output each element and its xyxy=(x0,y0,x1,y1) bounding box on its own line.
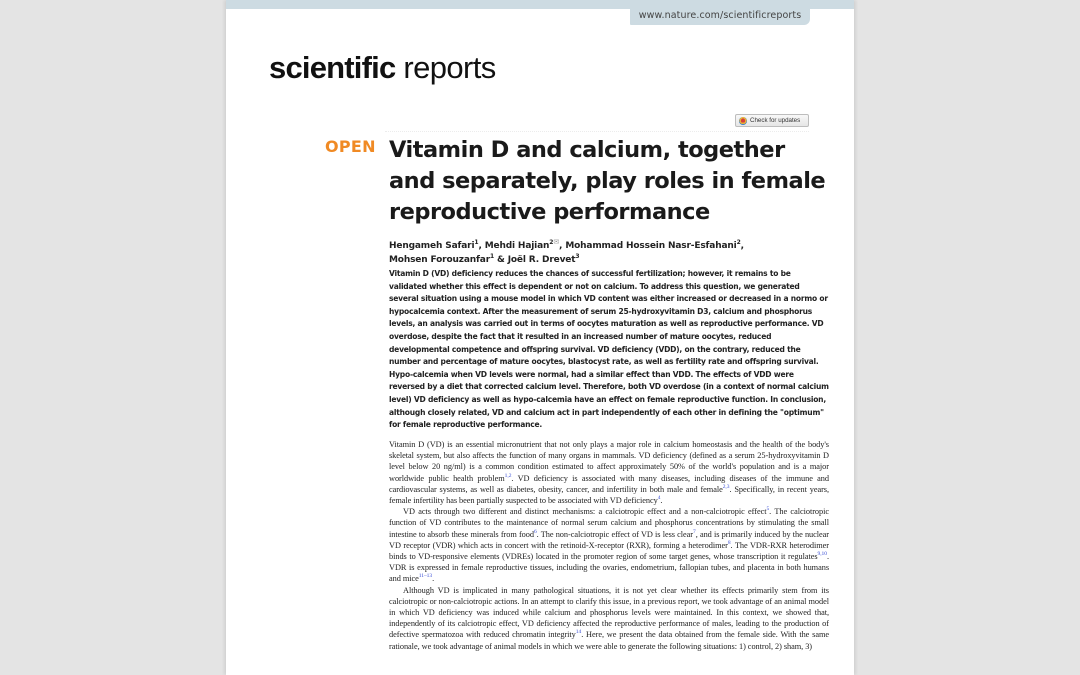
reference-link[interactable]: 7 xyxy=(693,528,696,535)
author-list xyxy=(389,235,829,267)
reference-link[interactable]: 4 xyxy=(657,495,661,502)
article-title: Vitamin D and calcium, together and separately, play roles in female reproductive performance xyxy=(389,137,826,225)
body-paragraph: Although VD is implicated in many pathological situations, it is not yet clear whether its effects primarily stem from its calciotropic or non-calciotropic actions. In an attempt to clarify this issue, in a previous report, we took advantage of an animal model in which VD deficiency was induced while calcium and phosphorus levels were maintained. In this context, we showed that, independently of its calciotropic effect, VD deficiency affected the reproductive performance of males, leading to the production of defective spermatozoa with reduced chromatin integrity$^{14}$. Here, we present the data obtained from the female side. With the same rationale, we took advantage of animal models in which we were able to generate the following situations: 1) control, 2) sham, 3) xyxy=(389,585,829,651)
header-divider xyxy=(385,131,809,132)
reference-link[interactable]: 11–13 xyxy=(418,573,433,580)
reference-link[interactable]: 8 xyxy=(727,540,731,547)
check-for-updates-label: Check for updates xyxy=(750,117,801,124)
abstract: Vitamin D (VD) deficiency reduces the chances of successful fertilization; however, it remains to be validated whether this effect is dependent or not on calcium. To address this question, we generated several situation using a mouse model in which VD content was either increased or decreased in a normo or hypocalcemia context. After the measurement of serum 25-hydroxyvitamin D3, calcium and phosphorus levels, an analysis was carried out in terms of oocytes maturation as well as reproductive performance. VD overdose, despite the fact that it resulted in an increased number of mature oocytes, reduced developmental competence and offspring survival. VD deficiency (VDD), on the contrary, reduced the number and percentage of mature oocytes, blastocyst rate, as well as fertility rate and offspring survival. Hypo-calcemia when VD levels were normal, had a similar effect than VDD. The effects of VDD were reversed by a diet that corrected calcium level. Therefore, both VD overdose (in a context of normal calcium level) VD deficiency as well as hypo-calcemia have an effect on female reproductive function. In conclusion, although closely related, VD and calcium act in part independently of each other in defining the "optimum" for female reproductive performance. xyxy=(389,269,829,430)
check-for-updates-button[interactable] xyxy=(735,114,809,127)
crossmark-icon xyxy=(739,117,747,125)
body-paragraph: Vitamin D (VD) is an essential micronutrient that not only plays a major role in calcium homeostasis and the health of the body's skeletal system, but also affects the function of many organs in mammals. VD deficiency (defined as a serum 25-hydroxyvitamin D level below 20 ng/ml) is a common condition estimated to affect approximately 50% of the world's population and is a major worldwide public health problem$^{1,2}$. VD deficiency is associated with many diseases, including diseases of the immune and cardiovascular systems, as well as diabetes, obesity, cancer, and infertility in both male and female$^{2,3}$. Specifically, in recent years, female infertility has been partially suspected to be associated with VD deficiency$^4$. xyxy=(389,440,830,506)
envelope-icon[interactable]: ✉ xyxy=(553,238,560,246)
author-separator: & xyxy=(494,255,508,265)
author-name[interactable]: Mohsen Forouzanfar xyxy=(389,255,490,265)
affiliation-marker: 1 xyxy=(474,239,479,246)
article-body xyxy=(389,439,829,652)
author-name[interactable]: Mehdi Hajian xyxy=(484,241,550,251)
affiliation-marker: 3 xyxy=(575,253,580,260)
affiliation-marker: 1 xyxy=(490,253,495,260)
author-name[interactable]: Hengameh Safari xyxy=(389,241,475,251)
author-name[interactable]: Joël R. Drevet xyxy=(507,255,576,265)
reference-link[interactable]: 2,3 xyxy=(722,484,730,491)
affiliation-marker: 2 xyxy=(549,239,554,246)
open-access-badge: OPEN xyxy=(325,137,376,156)
reference-link[interactable]: 6 xyxy=(533,528,537,535)
reference-link[interactable]: 9,10 xyxy=(817,551,827,558)
body-paragraph: VD acts through two different and distinct mechanisms: a calciotropic effect and a non-calciotropic effect$^5$. The calciotropic function of VD contributes to the maintenance of normal serum calcium and phosphorus concentrations by stimulating the small intestine to absorb these minerals from food$^6$. The non-calciotropic effect of VD is less clear$^7$, and is primarily induced by the nuclear VD receptor (VDR) which acts in concert with the retinoid-X-receptor (RXR), forming a heterodimer$^8$. The VDR-RXR heterodimer binds to VD-responsive elements (VDREs) located in the promoter region of some target genes, whose transcription it regulates$^{9,10}$. VDR is expressed in female reproductive tissues, including the ovaries, endometrium, fallopian tubes, and placenta in both humans and mice$^{11-13}$. xyxy=(389,506,830,584)
logo-light-text: reports xyxy=(395,50,496,85)
journal-logo xyxy=(269,50,496,86)
author-name[interactable]: Mohammad Hossein Nasr-Esfahani xyxy=(565,241,737,251)
article-page xyxy=(226,0,854,675)
logo-bold-text: scientific xyxy=(269,50,396,85)
author-separator: , xyxy=(740,241,744,251)
header-band xyxy=(226,0,854,9)
affiliation-marker: 2 xyxy=(736,239,741,246)
author-separator: , xyxy=(559,241,566,251)
reference-link[interactable]: 1,2 xyxy=(504,472,512,479)
reference-link[interactable]: 5 xyxy=(766,506,770,513)
author-separator: , xyxy=(478,241,485,251)
reference-link[interactable]: 14 xyxy=(575,629,582,636)
journal-url[interactable]: www.nature.com/scientificreports xyxy=(630,9,810,25)
